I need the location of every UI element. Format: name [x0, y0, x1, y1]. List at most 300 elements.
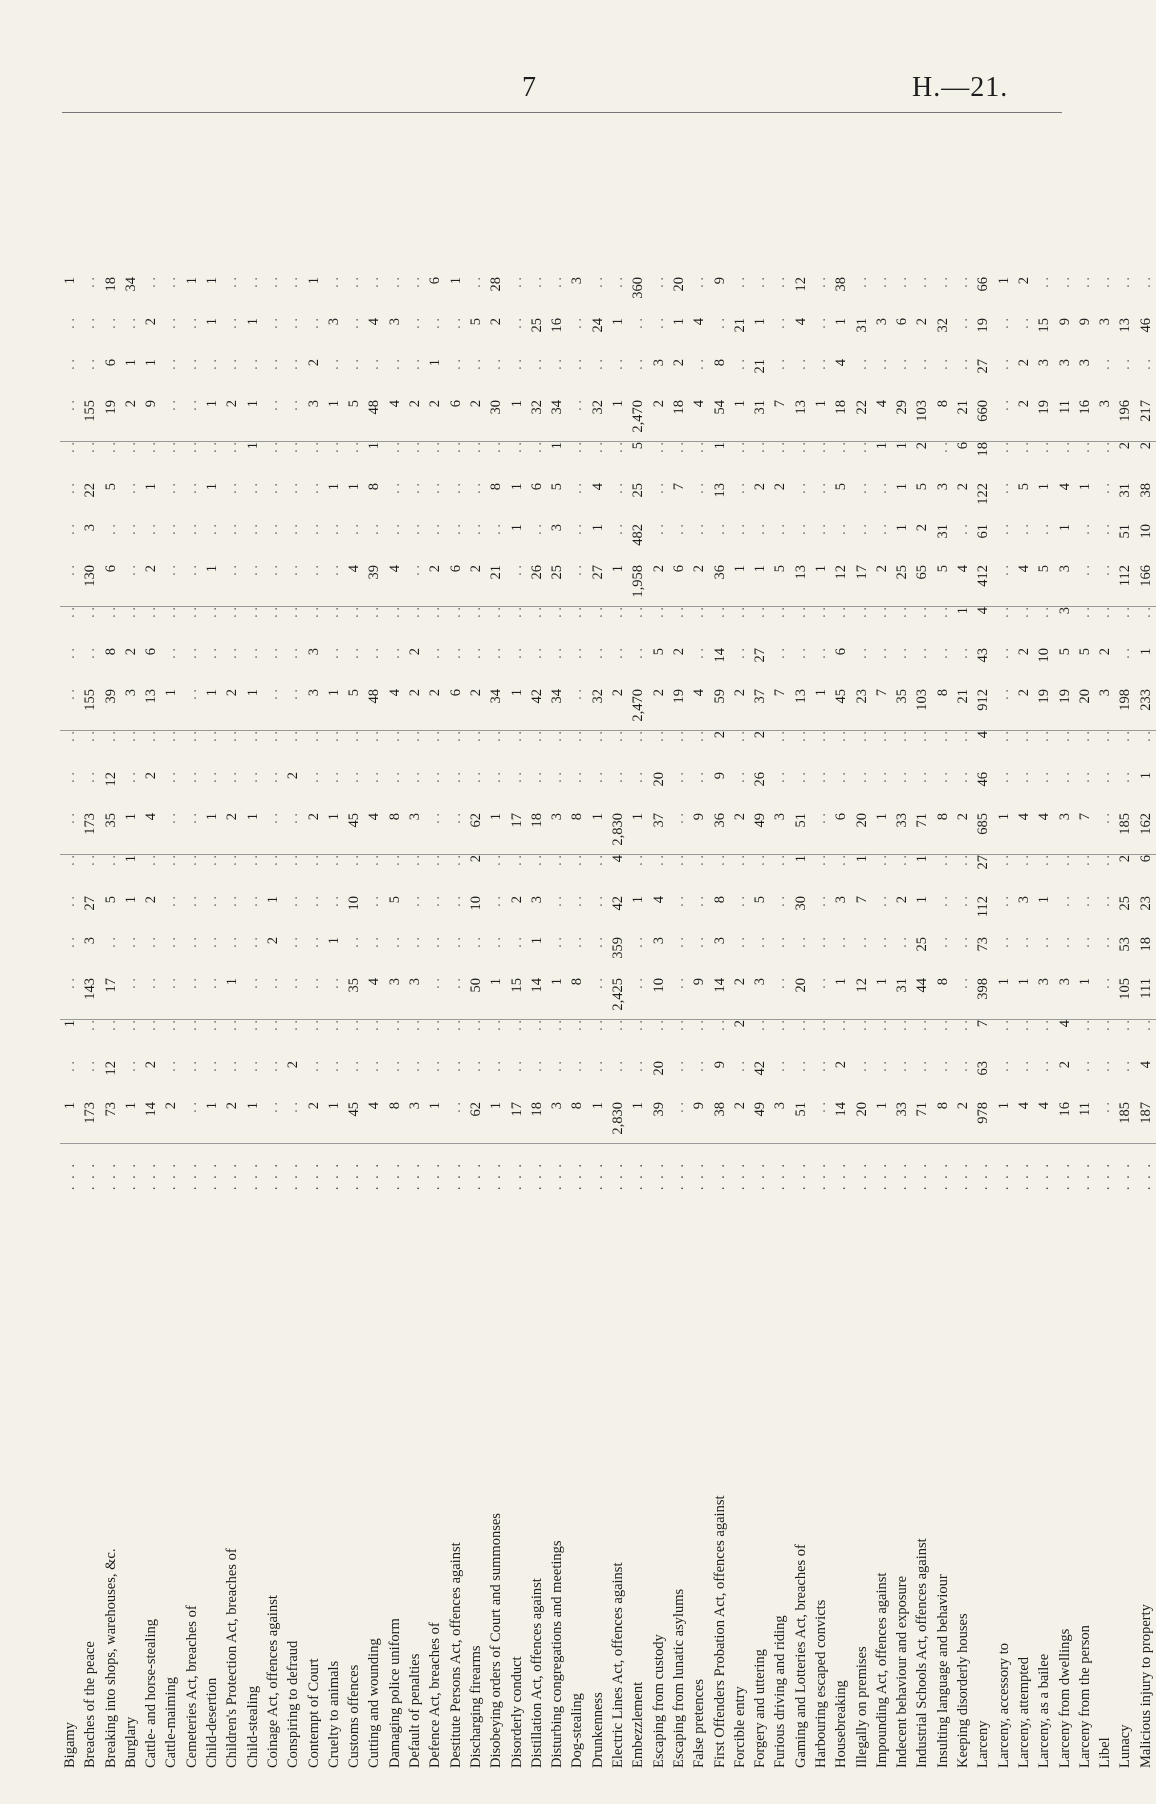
value-cell: . . [731, 359, 748, 370]
value-cell: . . [82, 1061, 99, 1072]
value-cell: . . [772, 731, 789, 742]
value-cell: . . [792, 648, 809, 659]
value-cell: 17 [507, 813, 527, 855]
leader-dots: . . . [569, 1161, 586, 1191]
value-cell: 14 [831, 1102, 851, 1144]
value-cell: 111 [1136, 978, 1156, 1020]
value-cell: 9 [711, 1061, 728, 1069]
value-cell: 3 [934, 483, 951, 491]
value-cell: 22 [852, 400, 872, 442]
value-cell: . . [447, 318, 464, 329]
value-cell: 12 [102, 772, 119, 787]
value-cell: . . [955, 277, 972, 288]
value-cell: . . [1097, 524, 1114, 535]
value-cell: . . [995, 772, 1012, 783]
value-cell: 65 [912, 565, 932, 607]
value-cell: 25 [892, 565, 912, 607]
value-cell: . . [264, 442, 281, 453]
value-cell: . . [62, 772, 78, 783]
value-cell: . . [325, 277, 342, 288]
value-cell: . . [853, 442, 870, 453]
value-cell: 2 [1015, 277, 1032, 285]
value-cell: 3 [549, 524, 566, 532]
value-cell: 1 [264, 896, 281, 904]
value-cell: . . [731, 1061, 748, 1072]
value-cell: 2 [730, 689, 750, 731]
value-cell: 3 [405, 1102, 425, 1144]
value-cell: 112 [975, 896, 992, 918]
value-cell: . . [1097, 483, 1114, 494]
table-row [567, 277, 587, 1768]
offence-name: Customs offences [346, 1664, 363, 1768]
value-cell: . . [1076, 277, 1093, 288]
value-cell: 8 [567, 813, 587, 855]
table-row [831, 277, 851, 1768]
value-cell: 398 [973, 978, 993, 1020]
value-cell: . . [366, 1061, 383, 1072]
value-cell: . . [528, 648, 545, 659]
value-cell: 1 [549, 442, 566, 450]
value-cell: 3 [1056, 359, 1073, 367]
value-cell: . . [833, 731, 850, 742]
value-cell: . . [122, 1020, 139, 1031]
value-cell: . . [772, 896, 789, 907]
value-cell: . . [407, 896, 424, 907]
value-cell: 6 [101, 565, 121, 607]
table-row [161, 277, 181, 1768]
value-cell: 1 [62, 1020, 78, 1028]
value-cell: . . [407, 442, 424, 453]
value-cell: . . [182, 813, 202, 855]
value-cell: . . [853, 937, 870, 948]
value-cell: . . [995, 648, 1012, 659]
offence-name: Furious driving and riding [772, 1615, 789, 1768]
value-cell: . . [305, 772, 322, 783]
leader-dots: . . . [427, 1161, 444, 1191]
value-cell: . . [122, 1061, 139, 1072]
value-cell: . . [182, 400, 202, 442]
value-cell: 2 [405, 400, 425, 442]
value-cell: 1 [588, 1102, 608, 1144]
table-row [770, 277, 790, 1768]
offence-name: Default of penalties [407, 1653, 424, 1768]
offence-name: Discharging firearms [467, 1645, 484, 1768]
value-cell: 49 [750, 1102, 770, 1144]
value-cell: . . [183, 648, 200, 659]
offence-name: Distillation Act, offences against [528, 1578, 545, 1768]
table-row [263, 277, 283, 1768]
value-cell: . . [366, 772, 383, 783]
offence-name: Escaping from custody [650, 1634, 667, 1768]
value-cell: 31 [750, 400, 770, 442]
value-cell: 2 [222, 689, 242, 731]
value-cell: 3 [547, 813, 567, 855]
value-cell: . . [610, 648, 627, 659]
value-cell: 39 [101, 689, 121, 731]
value-cell: . . [772, 1020, 789, 1031]
value-cell: . . [346, 648, 363, 659]
value-cell: . . [853, 648, 870, 659]
value-cell: 1 [955, 607, 972, 615]
value-cell: . . [346, 318, 363, 329]
value-cell: . . [853, 1061, 870, 1072]
offence-name: Harbouring escaped convicts [812, 1599, 829, 1768]
value-cell: . . [894, 607, 911, 618]
value-cell: 37 [750, 689, 770, 731]
value-cell: . . [305, 483, 322, 494]
leader-dots: . . . [102, 1161, 119, 1191]
value-cell: . . [1117, 1020, 1134, 1031]
value-cell: . . [264, 1061, 281, 1072]
offence-name: Conspiring to defraud [285, 1640, 302, 1768]
value-cell: 1 [995, 277, 1012, 285]
leader-dots: . . . [833, 1161, 850, 1191]
value-cell: 6 [833, 648, 850, 656]
value-cell: 912 [973, 689, 993, 731]
value-cell: 61 [975, 524, 992, 539]
value-cell: . . [549, 937, 566, 948]
value-cell: 25 [528, 318, 545, 333]
value-cell: 1 [994, 813, 1014, 855]
value-cell: 1 [204, 318, 221, 326]
value-cell: . . [934, 1020, 951, 1031]
value-cell: . . [569, 524, 586, 535]
value-cell: 38 [710, 1102, 730, 1144]
value-cell: 5 [650, 648, 667, 656]
value-cell: 412 [973, 565, 993, 607]
value-cell: . . [427, 1061, 444, 1072]
value-cell: . . [224, 318, 241, 329]
value-cell: 20 [670, 277, 687, 292]
value-cell: 3 [1055, 565, 1075, 607]
value-cell: . . [995, 937, 1012, 948]
value-cell: . . [569, 318, 586, 329]
offence-name: Indecent behaviour and exposure [894, 1575, 911, 1768]
value-cell: . . [122, 731, 139, 742]
value-cell: 5 [770, 565, 790, 607]
value-cell: . . [691, 607, 708, 618]
value-cell: . . [873, 607, 890, 618]
value-cell: 39 [649, 1102, 669, 1144]
table-row [141, 277, 161, 1768]
value-cell: . . [833, 1020, 850, 1031]
value-cell: . . [325, 896, 342, 907]
value-cell: 2 [466, 400, 486, 442]
value-cell: . . [467, 524, 484, 535]
value-cell: . . [82, 442, 99, 453]
value-cell: 4 [650, 896, 667, 904]
value-cell: 1 [1137, 772, 1154, 780]
value-cell: . . [386, 1020, 403, 1031]
value-cell: . . [447, 937, 464, 948]
value-cell: . . [630, 648, 647, 659]
value-cell: 3 [873, 318, 890, 326]
value-cell: . . [873, 483, 890, 494]
value-cell: 3 [770, 813, 790, 855]
value-cell: . . [1015, 607, 1032, 618]
value-cell: . . [508, 937, 525, 948]
value-cell: . . [1036, 731, 1053, 742]
value-cell: . . [62, 442, 78, 453]
value-cell: 6 [446, 689, 466, 731]
table-row [121, 277, 141, 1768]
value-cell: . . [263, 565, 283, 607]
value-cell: . . [528, 731, 545, 742]
table-row [243, 277, 263, 1768]
value-cell: . . [60, 565, 80, 607]
value-cell: . . [934, 731, 951, 742]
value-cell: 162 [1136, 813, 1156, 855]
value-cell: . . [691, 359, 708, 370]
value-cell: . . [346, 607, 363, 618]
value-cell: . . [1076, 855, 1093, 866]
value-cell: . . [325, 524, 342, 535]
value-cell: . . [244, 855, 261, 866]
value-cell: . . [934, 772, 951, 783]
value-cell: . . [833, 524, 850, 535]
value-cell: 105 [1115, 978, 1135, 1020]
value-cell: . . [222, 565, 242, 607]
value-cell: . . [285, 483, 302, 494]
offence-name: Defence Act, breaches of [427, 1622, 444, 1768]
value-cell: . . [366, 1020, 383, 1031]
value-cell: 17 [507, 1102, 527, 1144]
value-cell: 2,830 [608, 1102, 628, 1144]
value-cell: 1 [122, 855, 139, 863]
value-cell: 25 [1117, 896, 1134, 911]
value-cell: 34 [547, 400, 567, 442]
value-cell: 45 [831, 689, 851, 731]
value-cell: 42 [752, 1061, 769, 1076]
value-cell: . . [407, 483, 424, 494]
value-cell: . . [955, 896, 972, 907]
value-cell: 196 [1115, 400, 1135, 442]
value-cell: . . [1056, 896, 1073, 907]
value-cell: . . [812, 855, 829, 866]
value-cell: . . [467, 772, 484, 783]
value-cell: 6 [446, 400, 466, 442]
value-cell: 2 [872, 565, 892, 607]
value-cell: 4 [364, 813, 384, 855]
value-cell: . . [894, 731, 911, 742]
value-cell: 1 [833, 318, 850, 326]
value-cell: 63 [975, 1061, 992, 1076]
table-row [405, 277, 425, 1768]
value-cell: 1 [792, 855, 809, 863]
value-cell: . . [650, 731, 667, 742]
value-cell: . . [447, 772, 464, 783]
value-cell: . . [407, 1061, 424, 1072]
value-cell: 18 [527, 1102, 547, 1144]
value-cell: . . [224, 359, 241, 370]
value-cell: 1 [243, 689, 263, 731]
value-cell: . . [1036, 607, 1053, 618]
value-cell: 1 [1056, 524, 1073, 532]
leader-dots: . . . [204, 1161, 221, 1191]
value-cell: . . [752, 607, 769, 618]
value-cell: . . [1137, 277, 1154, 288]
value-cell: . . [528, 524, 545, 535]
value-cell: 1 [1076, 483, 1093, 491]
value-cell: . . [934, 937, 951, 948]
value-cell: 5 [752, 896, 769, 904]
value-cell: 19 [669, 689, 689, 731]
leader-dots: . . . [1076, 1161, 1093, 1191]
value-cell: . . [102, 937, 119, 948]
value-cell: 21 [953, 689, 973, 731]
value-cell: 1 [243, 1102, 263, 1144]
value-cell: . . [488, 731, 505, 742]
value-cell: . . [1097, 359, 1114, 370]
value-cell: . . [711, 318, 728, 329]
value-cell: . . [772, 359, 789, 370]
value-cell: 1 [486, 813, 506, 855]
value-cell: . . [853, 607, 870, 618]
value-cell: 27 [752, 648, 769, 663]
value-cell: . . [122, 483, 139, 494]
value-cell: . . [202, 978, 222, 1020]
value-cell: 11 [1055, 400, 1075, 442]
value-cell: 15 [507, 978, 527, 1020]
value-cell: . . [305, 731, 322, 742]
value-cell: . . [1097, 1061, 1114, 1072]
value-cell: . . [102, 524, 119, 535]
value-cell: 185 [1115, 1102, 1135, 1144]
value-cell: . . [447, 1020, 464, 1031]
value-cell: . . [995, 1061, 1012, 1072]
value-cell: . . [669, 1102, 689, 1144]
value-cell: 1 [508, 483, 525, 491]
table-row [101, 277, 121, 1768]
table-row [710, 277, 730, 1768]
value-cell: . . [244, 359, 261, 370]
value-cell: 17 [101, 978, 121, 1020]
value-cell: . . [670, 524, 687, 535]
value-cell: . . [488, 855, 505, 866]
value-cell: . . [204, 896, 221, 907]
value-cell: . . [122, 607, 139, 618]
table-row [791, 277, 811, 1768]
value-cell: . . [163, 277, 180, 288]
value-cell: . . [873, 277, 890, 288]
value-cell: 1 [427, 359, 444, 367]
value-cell: . . [792, 1020, 809, 1031]
value-cell: . . [122, 524, 139, 535]
value-cell: 4 [975, 731, 992, 739]
value-cell: 5 [549, 483, 566, 491]
value-cell: . . [446, 978, 466, 1020]
value-cell: 13 [791, 689, 811, 731]
value-cell: . . [731, 442, 748, 453]
value-cell: . . [161, 565, 181, 607]
value-cell: 13 [791, 565, 811, 607]
value-cell: . . [752, 1020, 769, 1031]
value-cell: . . [630, 731, 647, 742]
value-cell: 27 [975, 359, 992, 374]
value-cell: . . [569, 731, 586, 742]
value-cell: 13 [141, 689, 161, 731]
value-cell: 2 [670, 648, 687, 656]
value-cell: 73 [975, 937, 992, 952]
value-cell: . . [467, 731, 484, 742]
table-row [527, 277, 547, 1768]
value-cell: 34 [547, 689, 567, 731]
value-cell: . . [285, 607, 302, 618]
value-cell: . . [549, 1061, 566, 1072]
value-cell: 1,958 [628, 565, 648, 607]
value-cell: . . [427, 524, 444, 535]
value-cell: 130 [80, 565, 100, 607]
value-cell: . . [325, 731, 342, 742]
value-cell: 37 [649, 813, 669, 855]
leader-dots: . . . [711, 1161, 728, 1191]
value-cell: 5 [344, 400, 364, 442]
value-cell: 35 [101, 813, 121, 855]
leader-dots: . . . [1097, 1161, 1114, 1191]
value-cell: 2 [914, 442, 931, 450]
table-row [608, 277, 628, 1768]
value-cell: 5 [386, 896, 403, 904]
table-row [1014, 277, 1034, 1768]
value-cell: 32 [934, 318, 951, 333]
value-cell: . . [812, 277, 829, 288]
table-row [872, 277, 892, 1768]
value-cell: . . [569, 607, 586, 618]
value-cell: . . [994, 400, 1014, 442]
value-cell: 9 [1056, 318, 1073, 326]
value-cell: . . [102, 442, 119, 453]
value-cell: . . [853, 483, 870, 494]
value-cell: . . [182, 978, 202, 1020]
value-cell: . . [386, 524, 403, 535]
value-cell: 4 [1014, 1102, 1034, 1144]
value-cell: 2 [304, 813, 324, 855]
value-cell: . . [82, 1020, 99, 1031]
value-cell: . . [163, 731, 180, 742]
value-cell: . . [285, 648, 302, 659]
value-cell: 1 [670, 318, 687, 326]
value-cell: . . [955, 1061, 972, 1072]
value-cell: . . [812, 607, 829, 618]
value-cell: . . [752, 524, 769, 535]
value-cell: . . [691, 1061, 708, 1072]
value-cell: . . [183, 483, 200, 494]
offence-name: Children's Protection Act, breaches of [224, 1548, 241, 1768]
value-cell: 28 [488, 277, 505, 292]
offence-name: Forgery and uttering [752, 1649, 769, 1768]
value-cell: . . [1097, 1020, 1114, 1031]
value-cell: . . [630, 1061, 647, 1072]
value-cell: . . [914, 648, 931, 659]
value-cell: . . [650, 277, 667, 288]
table-row [222, 277, 242, 1768]
value-cell: . . [264, 1020, 281, 1031]
value-cell: 7 [1075, 813, 1095, 855]
offence-name: Larceny from the person [1076, 1625, 1093, 1768]
value-cell: 8 [933, 1102, 953, 1144]
value-cell: . . [630, 937, 647, 948]
value-cell: . . [204, 855, 221, 866]
value-cell: . . [691, 277, 708, 288]
value-cell: . . [711, 855, 728, 866]
value-cell: . . [427, 442, 444, 453]
value-cell: . . [224, 648, 241, 659]
value-cell: 359 [610, 937, 627, 959]
value-cell: 173 [80, 813, 100, 855]
value-cell: 7 [770, 400, 790, 442]
value-cell: . . [772, 1061, 789, 1072]
value-cell: 166 [1136, 565, 1156, 607]
